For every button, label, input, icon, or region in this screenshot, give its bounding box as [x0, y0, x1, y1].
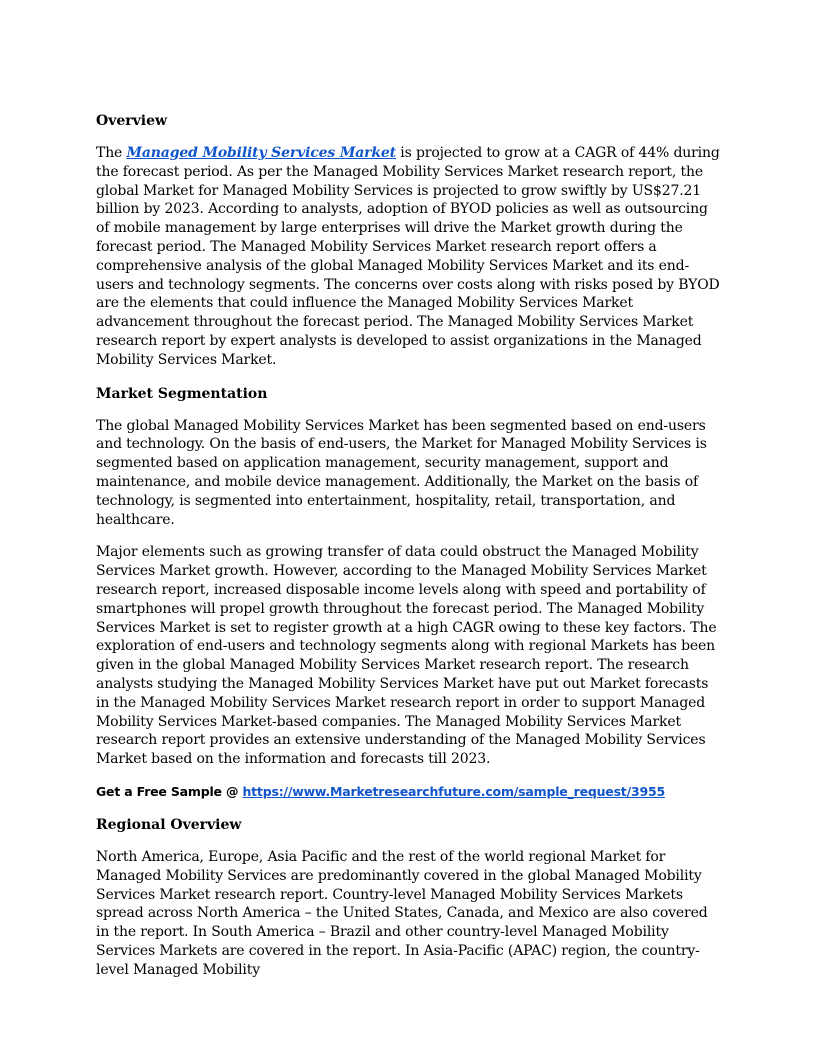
overview-paragraph	[96, 144, 720, 370]
segmentation-paragraph-1: The global Managed Mobility Services Market has been segmented based on end-users and technology. On the basis of end-users, the Market for Managed Mobility Services is segmented based on application management, security management, support and maintenance, and mobile device management. Additionally, the Market on the basis of technology, is segmented into entertainment, hospitality, retail, transportation, and healthcare.	[96, 417, 707, 528]
overview-heading: Overview	[96, 113, 168, 129]
segmentation-paragraph-2: Major elements such as growing transfer of data could obstruct the Managed Mobility Services Market growth. However, according to the Managed Mobility Services Market research report, increased disposable income levels along with speed and portability of smartphones will propel growth throughout the forecast period. The Managed Mobility Services Market is set to register growth at a high CAGR owing to these key factors. The exploration of end-users and technology segments along with regional Markets has been given in the global Managed Mobility Services Market research report. The research analysts studying the Managed Mobility Services Market have put out Market forecasts in the Managed Mobility Services Market research report in order to support Managed Mobility Services Market-based companies. The Managed Mobility Services Market research report provides an extensive understanding of the Managed Mobility Services Market based on the information and forecasts till 2023.	[96, 544, 717, 768]
sample-request-link[interactable]: https://www.Marketresearchfuture.com/sample_request/3955	[242, 783, 665, 799]
regional-heading: Regional Overview	[96, 816, 242, 833]
overview-intro: The	[96, 145, 127, 161]
free-sample-label: Get a Free Sample @	[96, 783, 243, 799]
free-sample-line	[96, 783, 720, 801]
document-page	[96, 111, 720, 978]
overview-body: is projected to grow at a CAGR of 44% during the forecast period. As per the Managed Mobility Services Market research report, the global Market for Managed Mobility Services is projected to grow swiftly by US$27.21 billion by 2023. According to analysts, adoption of BYOD policies as well as outsourcing of mobile management by large enterprises will drive the Market growth during the forecast period. The Managed Mobility Services Market research report offers a comprehensive analysis of the global Managed Mobility Services Market and its end-users and technology segments. The concerns over costs along with risks posed by BYOD are the elements that could influence the Managed Mobility Services Market advancement throughout the forecast period. The Managed Mobility Services Market research report by expert analysts is developed to assist organizations in the Managed Mobility Services Market.	[96, 145, 720, 368]
regional-paragraph: North America, Europe, Asia Pacific and the rest of the world regional Market for Managed Mobility Services are predominantly covered in the global Managed Mobility Services Market research report. Country-level Managed Mobility Services Markets spread across North America – the United States, Canada, and Mexico are also covered in the report. In South America – Brazil and other country-level Managed Mobility Services Markets are covered in the report. In Asia-Pacific (APAC) region, the country-level Managed Mobility	[96, 848, 708, 978]
segmentation-heading: Market Segmentation	[96, 385, 268, 402]
market-link[interactable]: Managed Mobility Services Market	[126, 145, 396, 161]
